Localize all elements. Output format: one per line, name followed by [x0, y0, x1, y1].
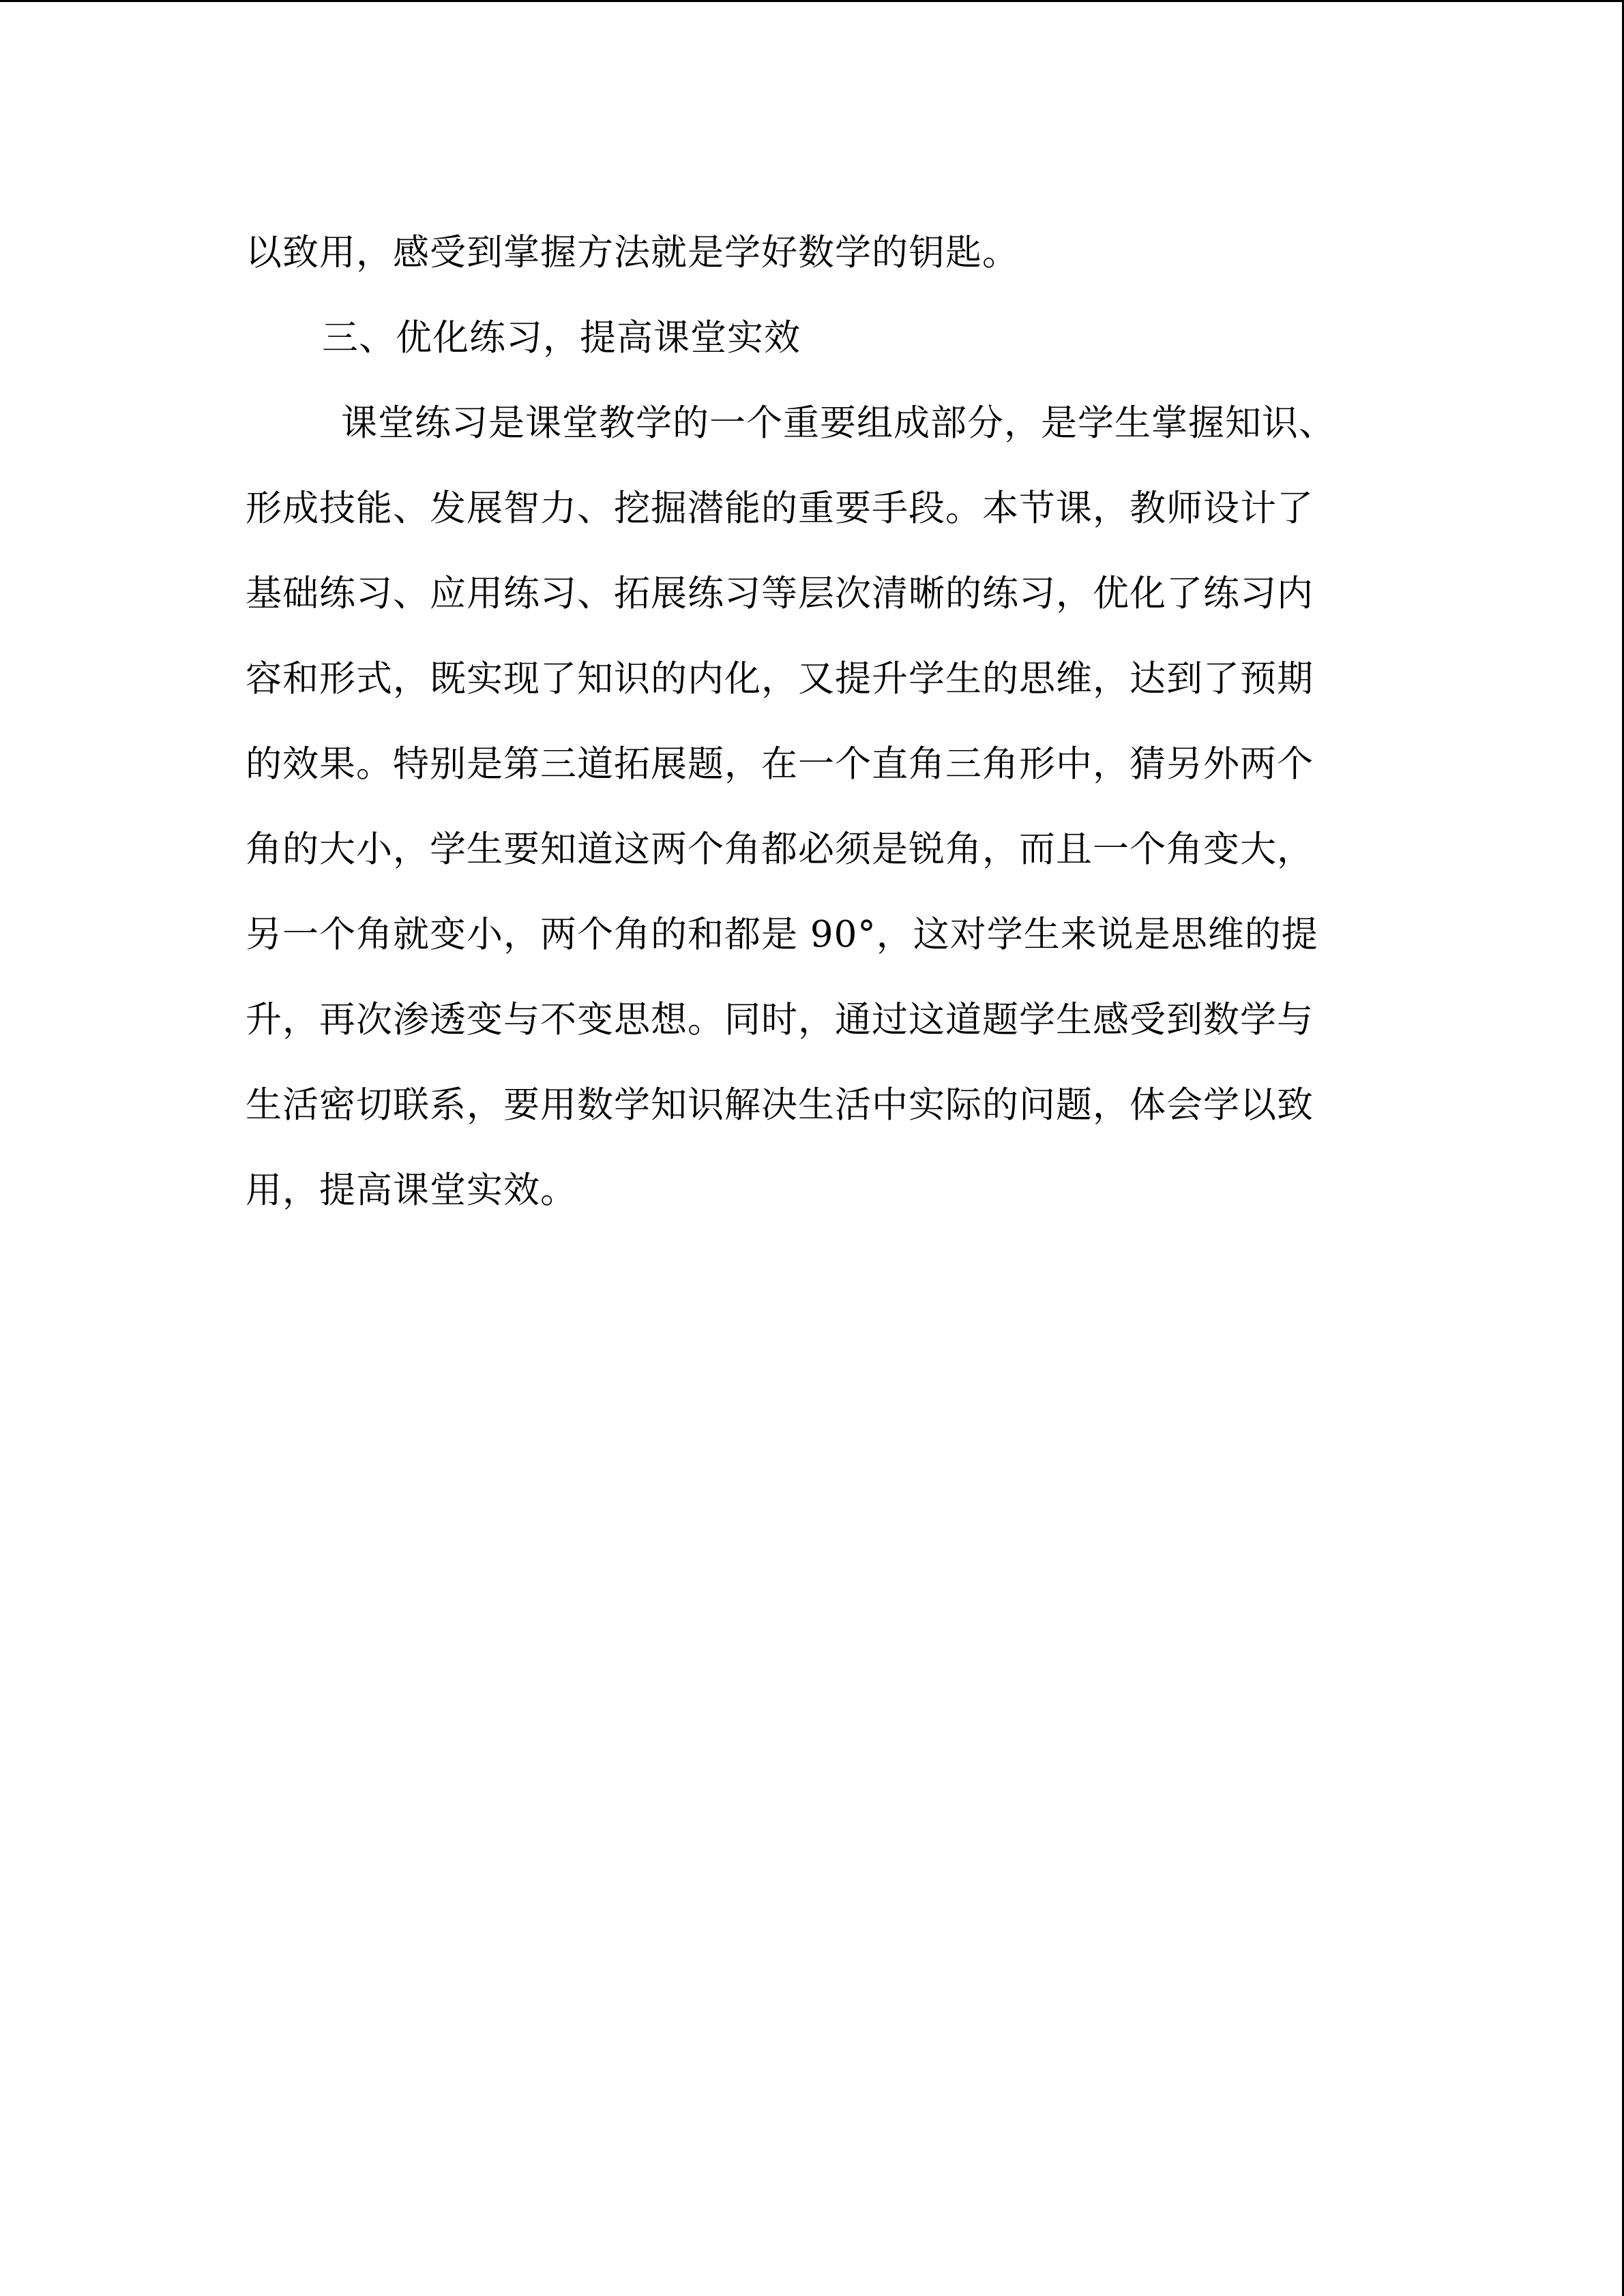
paragraph-line-6: 角的大小，学生要知道这两个角都必须是锐角，而且一个角变大，	[246, 829, 1314, 870]
paragraph-continuation-line: 以致用，感受到掌握方法就是学好数学的钥匙。	[246, 232, 1019, 273]
paragraph-line-5: 的效果。特别是第三道拓展题，在一个直角三角形中，猜另外两个	[246, 743, 1314, 785]
paragraph-line-10: 用，提高课堂实效。	[246, 1169, 577, 1211]
paragraph-line-3: 基础练习、应用练习、拓展练习等层次清晰的练习，优化了练习内	[246, 573, 1314, 614]
section-heading: 三、优化练习，提高课堂实效	[322, 317, 801, 359]
paragraph-line-4: 容和形式，既实现了知识的内化，又提升学生的思维，达到了预期	[246, 658, 1314, 700]
paragraph-line-9: 生活密切联系，要用数学知识解决生活中实际的问题，体会学以致	[246, 1084, 1314, 1126]
paragraph-line-7: 另一个角就变小，两个角的和都是 90°，这对学生来说是思维的提	[246, 914, 1318, 955]
document-body	[246, 210, 1371, 1233]
paragraph-line-8: 升，再次渗透变与不变思想。同时，通过这道题学生感受到数学与	[246, 999, 1314, 1041]
paragraph-line-1: 课堂练习是课堂教学的一个重要组成部分，是学生掌握知识、	[341, 402, 1335, 444]
paragraph-line-2: 形成技能、发展智力、挖掘潜能的重要手段。本节课，教师设计了	[246, 488, 1314, 529]
